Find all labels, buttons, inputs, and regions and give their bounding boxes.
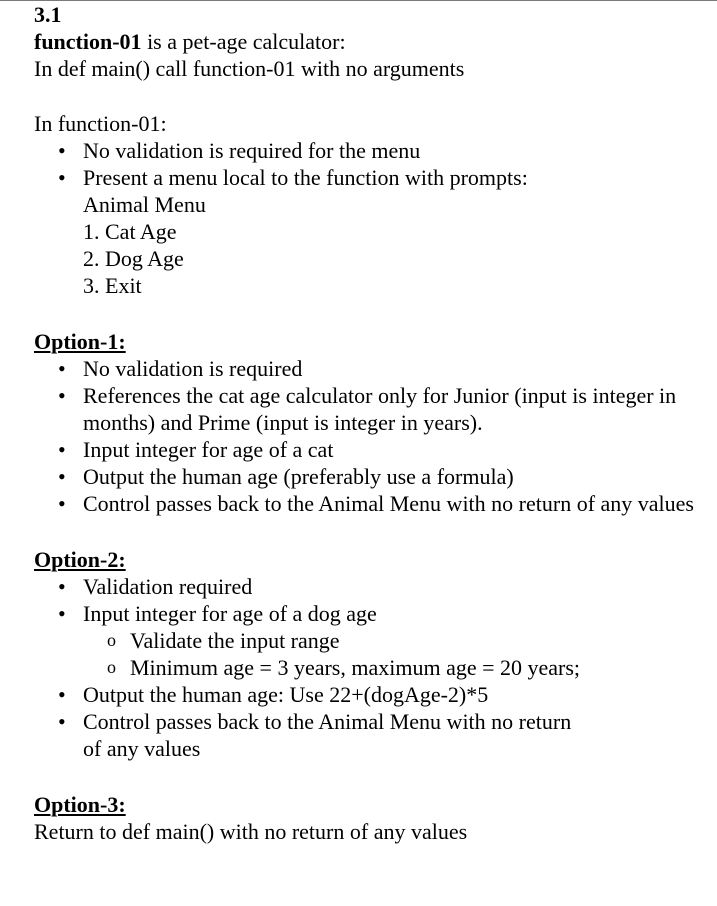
intro-line: [34, 28, 709, 55]
hollow-bullet-icon: o: [107, 657, 116, 677]
list-item: [34, 573, 709, 600]
menu-item-dog: 2. Dog Age: [83, 246, 184, 271]
sub-list-item-text: Validate the input range: [130, 628, 340, 653]
section-number: 3.1: [34, 2, 62, 27]
list-item-text: Validation required: [83, 574, 253, 599]
bullet-icon: •: [58, 356, 66, 381]
list-item-text: Output the human age (preferably use a formula): [83, 464, 514, 489]
bullet-icon: •: [58, 574, 66, 599]
bullet-icon: •: [58, 383, 66, 408]
list-item: [34, 436, 709, 463]
bullet-icon: •: [58, 709, 66, 734]
bullet-icon: •: [58, 601, 66, 626]
list-item-text: No validation is required: [83, 356, 303, 381]
list-item: [34, 137, 709, 164]
function-description: is a pet-age calculator:: [141, 29, 346, 54]
animal-menu-title: Animal Menu: [83, 192, 206, 217]
spacer: [34, 299, 709, 328]
list-item: [34, 164, 709, 191]
bullet-icon: •: [58, 464, 66, 489]
list-item: [34, 355, 709, 382]
bullet-icon: •: [58, 682, 66, 707]
option-3-heading: Option-3:: [34, 792, 126, 817]
spacer: [34, 517, 709, 546]
sub-list-item: [83, 627, 709, 654]
list-item-text: Input integer for age of a cat: [83, 437, 334, 462]
list-item: [34, 490, 709, 517]
option-3-text: Return to def main() with no return of any values: [34, 819, 468, 844]
sub-list-item: [83, 654, 709, 681]
list-item: [34, 600, 709, 681]
list-item-text: Output the human age: Use 22+(dogAge-2)*5: [83, 682, 489, 707]
menu-item-exit: 3. Exit: [83, 273, 142, 298]
hollow-bullet-icon: o: [107, 630, 116, 650]
bullet-icon: •: [58, 138, 66, 163]
list-item: [34, 463, 709, 490]
sub-list-item-text: Minimum age = 3 years, maximum age = 20 years;: [130, 655, 581, 680]
list-item: [34, 708, 709, 762]
main-call-line: In def main() call function-01 with no arguments: [34, 56, 465, 81]
list-item-text-continuation: of any values: [83, 736, 201, 761]
list-item-text: Control passes back to the Animal Menu with no return of any values: [83, 491, 694, 516]
document-page: [34, 1, 709, 845]
list-item-text: Control passes back to the Animal Menu with no return: [83, 709, 572, 734]
bullet-icon: •: [58, 491, 66, 516]
list-item-text: Input integer for age of a dog age: [83, 601, 377, 626]
list-item-text: References the cat age calculator only for Junior (input is integer in months) and Prime (input is integer in years).: [83, 383, 677, 435]
list-item-text: Present a menu local to the function with prompts:: [83, 165, 528, 190]
spacer: [34, 762, 709, 791]
bullet-icon: •: [58, 165, 66, 190]
option-1-bullet-list: [34, 355, 709, 517]
menu-item-cat: 1. Cat Age: [83, 219, 177, 244]
option-2-bullet-list: [34, 573, 709, 762]
option-1-heading: Option-1:: [34, 329, 126, 354]
list-item: [34, 382, 709, 436]
option-2-sub-list: [83, 627, 709, 681]
list-item: [34, 681, 709, 708]
function-bullet-list: [34, 137, 709, 191]
spacer: [34, 82, 709, 110]
function-name: function-01: [34, 29, 142, 54]
function-section-label: In function-01:: [34, 111, 167, 136]
animal-menu-block: [34, 191, 709, 299]
list-item-text: No validation is required for the menu: [83, 138, 421, 163]
bullet-icon: •: [58, 437, 66, 462]
option-2-heading: Option-2:: [34, 547, 126, 572]
